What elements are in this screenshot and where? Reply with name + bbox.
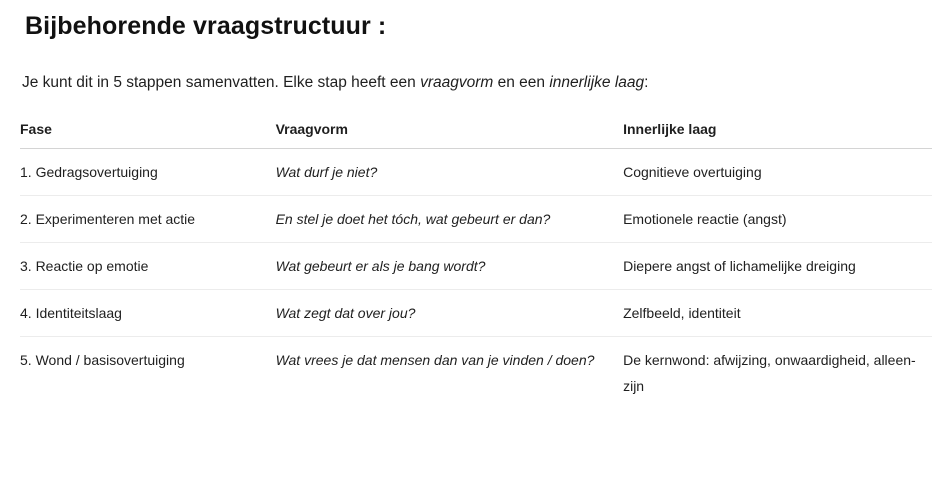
question-structure-table bbox=[20, 112, 932, 409]
column-header-fase: Fase bbox=[20, 112, 276, 149]
cell-fase: 4. Identiteitslaag bbox=[20, 290, 276, 337]
intro-emphasis-innerlijke-laag: innerlijke laag bbox=[549, 74, 645, 91]
cell-innerlijke-laag: Emotionele reactie (angst) bbox=[623, 196, 932, 243]
cell-fase: 5. Wond / basisovertuiging bbox=[20, 352, 185, 368]
page-heading: Bijbehorende vraagstructuur : bbox=[25, 12, 387, 40]
cell-innerlijke-laag: Cognitieve overtuiging bbox=[623, 149, 932, 196]
cell-fase: 2. Experimenteren met actie bbox=[20, 196, 276, 243]
cell-vraagvorm: Wat vrees je dat mensen dan van je vinden / doen? bbox=[275, 352, 595, 368]
cell-innerlijke-laag: Diepere angst of lichamelijke dreiging bbox=[623, 243, 932, 290]
intro-paragraph bbox=[22, 74, 648, 92]
column-header-innerlijke-laag: Innerlijke laag bbox=[623, 112, 932, 149]
cell-fase: 3. Reactie op emotie bbox=[20, 243, 276, 290]
cell-fase: 1. Gedragsovertuiging bbox=[20, 149, 276, 196]
column-header-vraagvorm: Vraagvorm bbox=[276, 112, 624, 149]
intro-text-3: : bbox=[644, 74, 649, 91]
intro-emphasis-vraagvorm: vraagvorm bbox=[420, 74, 494, 91]
table-row bbox=[20, 149, 932, 196]
table-header-row bbox=[20, 112, 932, 149]
intro-text-2: en een bbox=[493, 74, 550, 91]
table-row bbox=[20, 290, 932, 337]
table-row bbox=[20, 243, 932, 290]
cell-vraagvorm: Wat zegt dat over jou? bbox=[276, 290, 624, 337]
intro-text-1: Je kunt dit in 5 stappen samenvatten. Elke stap heeft een bbox=[22, 74, 421, 91]
cell-vraagvorm: Wat durf je niet? bbox=[276, 149, 624, 196]
cell-innerlijke-laag: De kernwond: afwijzing, onwaardigheid, alleen-zijn bbox=[623, 352, 916, 394]
table-row bbox=[20, 337, 932, 410]
cell-vraagvorm: En stel je doet het tóch, wat gebeurt er dan? bbox=[276, 196, 624, 243]
table-row bbox=[20, 196, 932, 243]
cell-innerlijke-laag: Zelfbeeld, identiteit bbox=[623, 290, 932, 337]
cell-vraagvorm: Wat gebeurt er als je bang wordt? bbox=[276, 243, 624, 290]
